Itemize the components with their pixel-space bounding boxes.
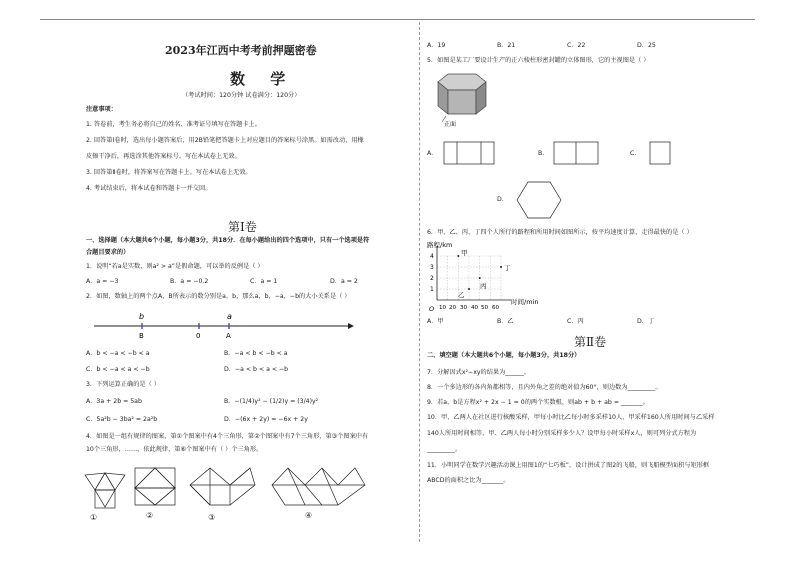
page-title: 2023年江西中考考前押题密卷	[165, 44, 317, 57]
y-tick-label: 3	[430, 264, 434, 271]
pattern-1	[85, 473, 125, 508]
q5-option-a-figure	[444, 142, 499, 166]
y-axis-title: 路程/km	[427, 241, 453, 249]
q6-option-b: B．乙	[497, 318, 514, 325]
y-tick-label: 2	[430, 275, 434, 282]
number-line-figure	[86, 308, 386, 340]
q2-stem: 2．如图，数轴上的两个点A，B所表示的数分别是a，b，那么a，b，−a，−b的大小关系是（ ）	[86, 293, 351, 300]
distance-time-graph	[427, 240, 557, 315]
x-tick-label: 20	[449, 305, 457, 311]
section2-heading: 二、填空题（本大题共6个小题，每小题3分，共18分）	[427, 352, 581, 359]
pattern-3	[190, 468, 255, 505]
point-ding	[500, 266, 502, 268]
subject-title: 数 学	[230, 70, 296, 88]
point-yi	[468, 288, 470, 290]
point-label-bing: 丙	[480, 282, 487, 290]
q6-option-d: D．丁	[637, 318, 655, 325]
q7: 7．分解因式x²−xy的结果为______。	[427, 369, 531, 376]
q4-option-d: D．25	[637, 42, 656, 49]
q11-line: ABCD的面积之比为_______。	[427, 477, 510, 484]
q10-line: _________。	[427, 446, 462, 453]
part2-heading: 第Ⅱ卷	[574, 335, 607, 349]
q5-option-b-figure	[554, 142, 604, 166]
x-tick-label: 40	[471, 305, 479, 311]
y-tick-label: 4	[430, 253, 434, 260]
note-line: 4. 考试结束后，将本试卷和答题卡一并交回。	[86, 185, 212, 192]
point-label-ding: 丁	[504, 264, 511, 272]
q3-option-c: C．5a²b − 3ba² = 2a²b	[86, 416, 158, 423]
note-line: 皮擦干净后，再选涂其他答案标号。写在本试卷上无效。	[86, 153, 241, 160]
x-tick-label: 10	[439, 305, 447, 311]
label-B: B	[139, 332, 144, 340]
q10-line: 140人所用时间相等，甲、乙两人每小时分别采样多少人？设甲每小时采样x人，则可列分式方程为	[427, 430, 697, 437]
column-divider	[419, 22, 420, 542]
q3-option-d: D．−(6x + 2y) = −6x + 2y	[224, 416, 308, 423]
q4-option-a: A．19	[427, 42, 446, 49]
q3-stem: 3．下列运算正确的是（ ）	[86, 381, 160, 388]
q5-option-d-label: D.	[497, 196, 504, 203]
q6-option-a: A．甲	[427, 318, 444, 325]
label-zero: 0	[196, 332, 201, 340]
part1-heading: 第Ⅰ卷	[228, 220, 257, 234]
q2-option-d: D．−a < b < a < −b	[224, 366, 289, 373]
triangle-pattern-figure	[80, 460, 380, 530]
q6-option-c: C．丙	[567, 318, 584, 325]
q2-option-c: C．b < −a < a < −b	[86, 366, 150, 373]
q4-stem-cont: 10个三角形，……，依此规律，第⑥个图案中有（ ）个三角形。	[86, 446, 263, 453]
q4-stem: 4．如图是一组有规律的图案，第①个图案中有4个三角形，第②个图案中有7个三角形，第③个图案中有	[86, 433, 369, 440]
q5-option-d-figure	[517, 181, 563, 221]
section1-heading: 一、选择题（本大题共6个小题，每小题3分，共18分．在每小题给出的四个选项中，只有一个选项是符	[86, 237, 370, 244]
x-axis-title: 时间/min	[511, 298, 539, 306]
prism-front-2	[448, 90, 476, 114]
q1-stem: 1．说明“若a是实数，则a² > a”是假命题，可以举的反例是（ ）	[86, 263, 264, 270]
q1-option-b: B．a = −0.2	[170, 278, 209, 285]
pattern-label-4: ④	[305, 511, 313, 520]
hex-prism-figure	[428, 72, 498, 128]
q3-option-a: A．3a + 2b = 5ab	[86, 398, 142, 405]
x-tick-label: 30	[460, 305, 468, 311]
q3-option-b: B．−(1/4)y² − (1/2)y = (3/4)y²	[224, 398, 319, 405]
pattern-label-3: ③	[208, 513, 216, 522]
label-b: b	[139, 312, 145, 321]
exam-info: （考试时间：120分钟 试卷满分：120分）	[182, 92, 301, 99]
q1-option-d: D．a = 2	[330, 278, 358, 285]
q1-option-a: A．a = −3	[86, 278, 119, 285]
origin-label: O	[429, 305, 435, 313]
top-rule	[40, 19, 755, 20]
q5-stem: 5．如图是某工厂要设计生产的正六棱柱形密封罐的立体图形，它的主视图是（ ）	[427, 57, 650, 64]
note-line: 1. 答卷前，考生务必将自己的姓名、准考证号填写在答题卡上。	[86, 121, 261, 128]
label-A: A	[226, 332, 231, 340]
q8: 8．一个多边形的各内角都相等，且内外角之差的绝对值为60°，则边数为_________。	[427, 384, 662, 391]
q5-option-a-label: A.	[427, 150, 434, 157]
point-bing	[479, 277, 481, 279]
graph-grid	[437, 256, 501, 300]
note-line: 2. 回答第Ⅰ卷时，选出每小题答案后，用2B铅笔把答题卡上对应题目的答案标号涂黑。如需改动，用橡	[86, 137, 364, 144]
y-tick-label: 1	[430, 286, 434, 293]
q2-option-a: A．b < −a < −b < a	[86, 350, 150, 357]
point-jia	[457, 255, 459, 257]
q2-option-b: B．−a < b < −b < a	[224, 350, 288, 357]
notes-heading: 注意事项：	[86, 106, 117, 113]
pattern-label-2: ②	[146, 511, 154, 520]
x-tick-label: 60	[492, 305, 500, 311]
q10-line: 10．甲、乙两人在社区进行核酸采样，甲每小时比乙每小时多采样10人，甲采样160人所用时间与乙采样	[427, 414, 715, 421]
q9: 9．若a，b是方程x² + 2x − 1 = 0的两个实数根，则ab + b + ab = _______。	[427, 399, 649, 406]
pattern-label-1: ①	[90, 513, 98, 522]
q5-option-c-label: C.	[630, 150, 637, 157]
x-tick-label: 50	[481, 305, 489, 311]
q5-option-b-label: B.	[538, 150, 545, 157]
pattern-4	[272, 468, 365, 505]
q1-option-c: C．a = 1	[250, 278, 278, 285]
q5-option-c-figure	[650, 142, 674, 166]
pattern-2	[135, 468, 175, 505]
q4-option-b: B．21	[497, 42, 516, 49]
label-a: a	[227, 312, 232, 321]
note-line: 3. 回答第Ⅱ卷时，将答案写在答题卡上。写在本试卷上无效。	[86, 169, 252, 176]
q11-line: 11．小明同学在数学兴趣活动课上用图1的“七巧板”，设计拼成了图2的飞船，则飞船模型面积与矩形框	[427, 462, 710, 469]
point-label-yi: 乙	[458, 291, 465, 299]
q4-option-c: C．22	[567, 42, 586, 49]
number-line-arrow	[348, 323, 354, 329]
section1-heading-cont: 合题目要求的）	[86, 249, 130, 256]
front-label: 正面	[444, 121, 457, 128]
point-label-jia: 甲	[461, 249, 468, 257]
q6-stem: 6．甲、乙、丙、丁四个人所行的路程和所用时间如图所示，按平均速度计算，走得最快的是（ ）	[427, 229, 693, 236]
